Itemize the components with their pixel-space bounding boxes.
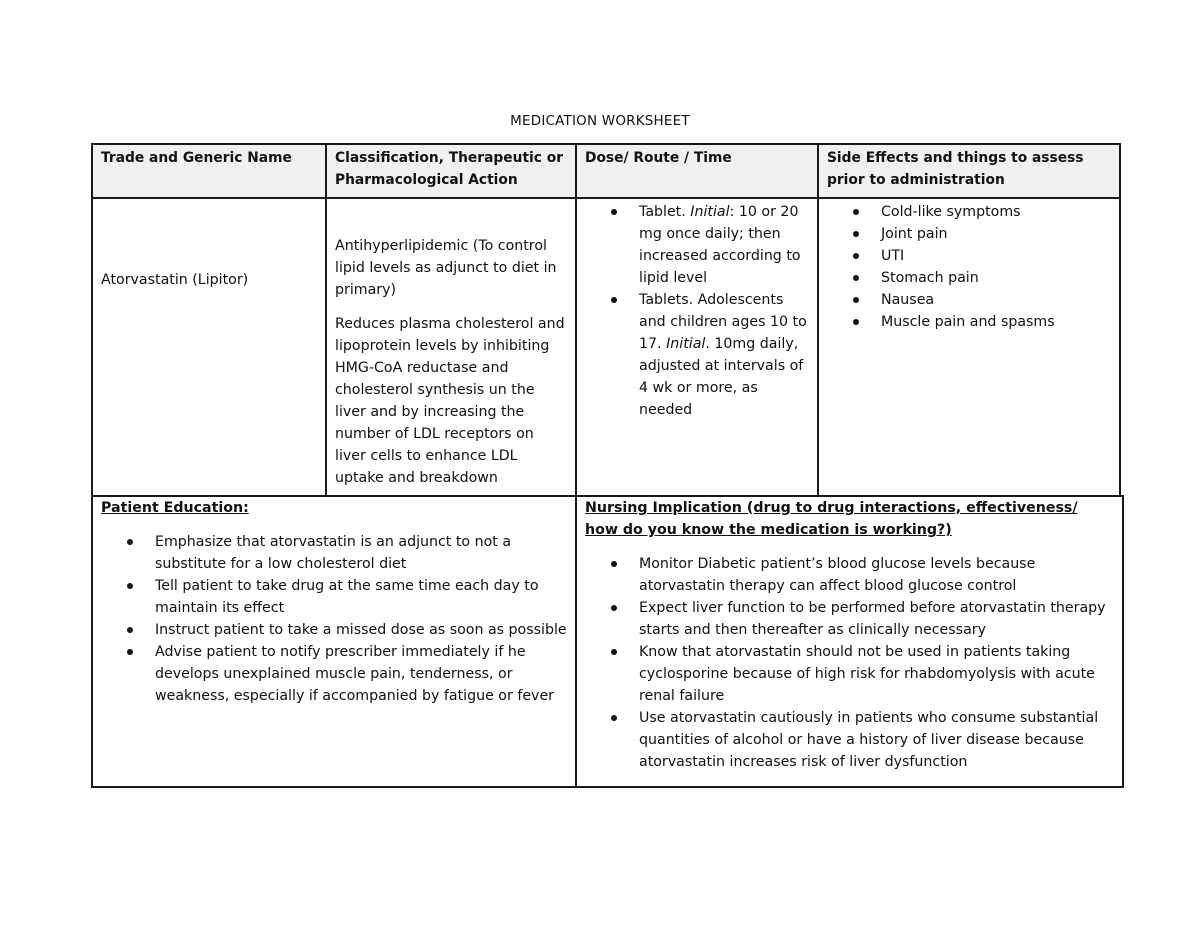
side-effects-cell <box>817 197 1121 497</box>
dose-cell <box>575 197 819 497</box>
classification-text-1: Antihyperlipidemic (To control lipid levels as adjunct to diet in primary) <box>335 238 557 298</box>
patient-education-cell <box>91 495 577 788</box>
side-effect-item: Cold-like symptoms <box>819 201 1119 223</box>
dose-item: Tablet. Initial: 10 or 20 mg once daily; then increased according to lipid level <box>577 201 809 289</box>
header-trade-generic-name: Trade and Generic Name <box>91 143 327 199</box>
nursing-implication-cell <box>575 495 1124 788</box>
nursing-implication-heading: Nursing Implication (drug to drug interactions, effectiveness/ how do you know the medication is working?) <box>585 500 1078 538</box>
side-effect-item: Stomach pain <box>819 267 1119 289</box>
patient-education-heading: Patient Education: <box>101 500 249 516</box>
side-effect-item: UTI <box>819 245 1119 267</box>
patient-education-item: Instruct patient to take a missed dose as soon as possible <box>93 619 567 641</box>
page-title: MEDICATION WORKSHEET <box>510 113 690 129</box>
side-effects-list <box>819 201 1119 333</box>
nursing-implication-list <box>577 553 1122 773</box>
patient-education-item: Advise patient to notify prescriber immediately if he develops unexplained muscle pain, tenderness, or weakness, especially if accompanied by fatigue or fever <box>93 641 567 707</box>
header-dose-route-time: Dose/ Route / Time <box>575 143 819 199</box>
nursing-implication-item: Monitor Diabetic patient’s blood glucose levels because atorvastatin therapy can affect blood glucose control <box>577 553 1114 597</box>
patient-education-item: Emphasize that atorvastatin is an adjunct to not a substitute for a low cholesterol diet <box>93 531 567 575</box>
drug-name: Atorvastatin (Lipitor) <box>101 272 249 288</box>
patient-education-item: Tell patient to take drug at the same time each day to maintain its effect <box>93 575 567 619</box>
nursing-implication-item: Expect liver function to be performed before atorvastatin therapy starts and then thereafter as clinically necessary <box>577 597 1114 641</box>
side-effect-item: Nausea <box>819 289 1119 311</box>
classification-text-2: Reduces plasma cholesterol and lipoprotein levels by inhibiting HMG-CoA reductase and cholesterol synthesis un the liver and by increasing the number of LDL receptors on liver cells to enhance LDL uptake and breakdown <box>335 316 565 486</box>
side-effect-item: Muscle pain and spasms <box>819 311 1119 333</box>
dose-list <box>577 201 817 421</box>
classification-cell <box>325 197 577 497</box>
nursing-implication-item: Use atorvastatin cautiously in patients who consume substantial quantities of alcohol or have a history of liver disease because atorvastatin increases risk of liver dysfunction <box>577 707 1114 773</box>
header-side-effects: Side Effects and things to assess prior to administration <box>817 143 1121 199</box>
side-effect-item: Joint pain <box>819 223 1119 245</box>
patient-education-list <box>93 531 575 707</box>
drug-name-cell <box>91 197 327 497</box>
dose-item: Tablets. Adolescents and children ages 10 to 17. Initial. 10mg daily, adjusted at intervals of 4 wk or more, as needed <box>577 289 809 421</box>
header-classification: Classification, Therapeutic or Pharmacological Action <box>325 143 577 199</box>
nursing-implication-item: Know that atorvastatin should not be used in patients taking cyclosporine because of high risk for rhabdomyolysis with acute renal failure <box>577 641 1114 707</box>
